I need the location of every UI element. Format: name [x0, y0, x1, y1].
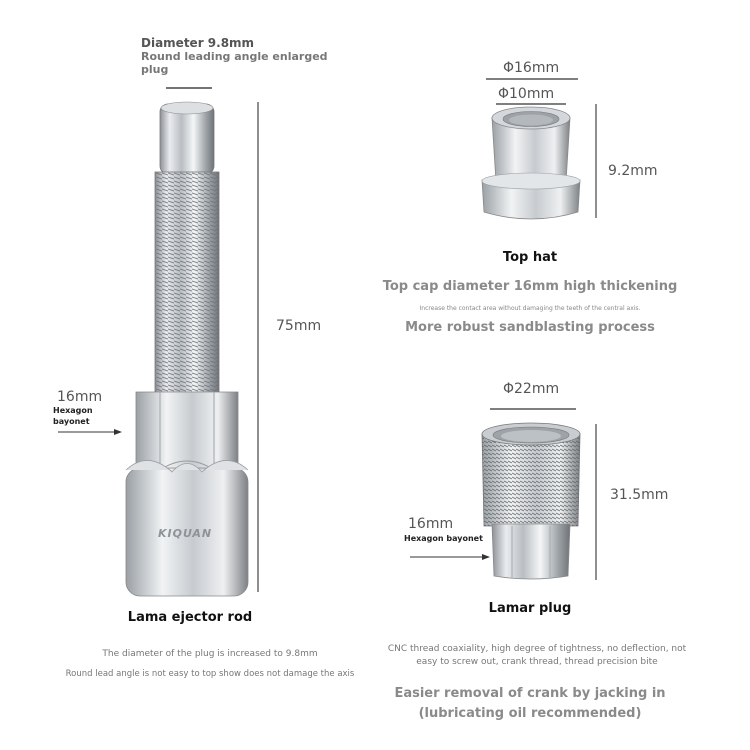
rod-name: Lama ejector rod	[127, 610, 253, 625]
hat-name: Top hat	[502, 250, 558, 265]
rod-diameter-title: Diameter 9.8mm	[141, 36, 255, 50]
plug-diameter-label: Φ22mm	[503, 381, 560, 397]
rod-diameter-subtitle: Round leading angle enlarged plug	[141, 50, 328, 76]
plug-height-label: 31.5mm	[610, 487, 669, 503]
hat-inner-diameter-label: Φ10mm	[498, 86, 555, 102]
rod-length-label: 75mm	[276, 318, 322, 334]
rod-hex-size-label: 16mm	[57, 389, 103, 405]
plug-hex-size-label: 16mm	[408, 516, 454, 532]
rod-caption-1: The diameter of the plug is increased to 9.8mm	[102, 649, 318, 659]
rod-hex-label: Hexagon bayonet	[53, 406, 93, 426]
hat-fineprint: Increase the contact area without damaging the teeth of the central axis.	[419, 305, 641, 312]
plug-hex-label: Hexagon bayonet	[404, 534, 483, 543]
rod-engraving: KIQUAN	[158, 527, 213, 540]
hat-subline: More robust sandblasting process	[405, 320, 655, 335]
plug-description: CNC thread coaxiality, high degree of tightness, no deflection, not easy to screw out, crank thread, thread precision bite	[387, 644, 687, 667]
plug-line-2: (lubricating oil recommended)	[418, 706, 642, 721]
hat-outer-diameter-label: Φ16mm	[503, 60, 560, 76]
plug-name: Lamar plug	[488, 601, 572, 616]
hat-headline: Top cap diameter 16mm high thickening	[382, 279, 678, 294]
plug-line-1: Easier removal of crank by jacking in	[394, 686, 666, 701]
rod-caption-2: Round lead angle is not easy to top show does not damage the axis	[65, 669, 355, 679]
hat-height-label: 9.2mm	[608, 163, 658, 179]
